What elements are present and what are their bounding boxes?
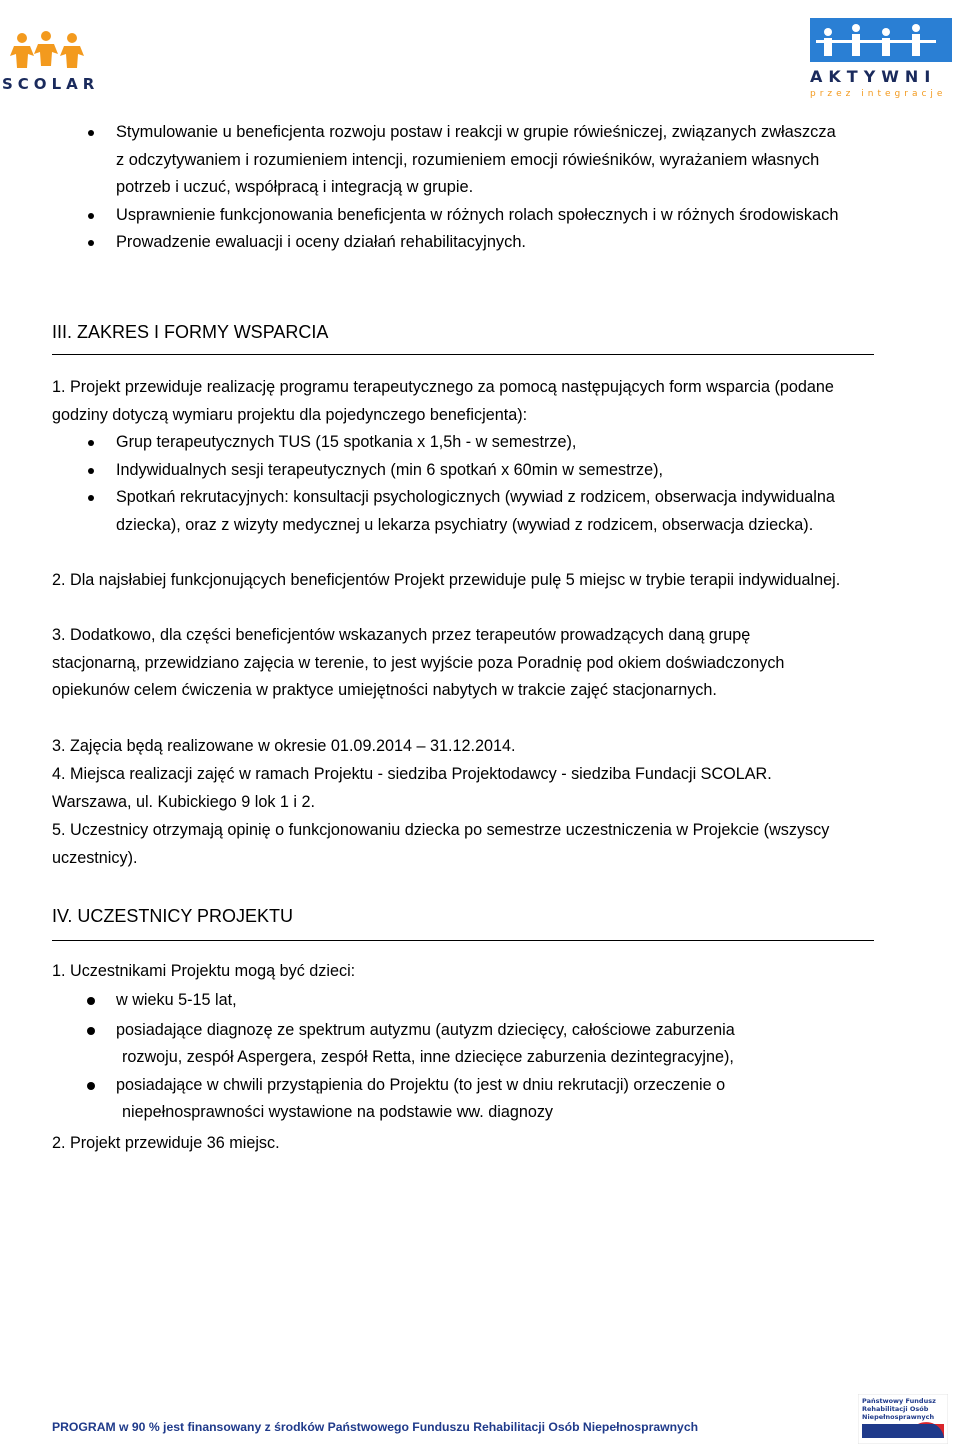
- scolar-logo: [0, 28, 112, 94]
- bullet-icon: [88, 240, 94, 246]
- list-item-text: posiadające diagnozę ze spektrum autyzmu (autyzm dziecięcy, całościowe zaburzenia: [116, 1020, 735, 1039]
- bullet-icon: [88, 213, 94, 219]
- bullet-icon: [87, 1082, 95, 1090]
- bullet-icon: [88, 130, 94, 136]
- list-item-text: niepełnosprawności wystawione na podstawie ww. diagnozy: [122, 1103, 554, 1121]
- bullet-icon: [88, 440, 94, 446]
- list-item-text: Usprawnienie funkcjonowania beneficjenta w różnych rolach społecznych i w różnych środowiskach: [116, 205, 839, 224]
- svg-text:AKTYWNI: AKTYWNI: [810, 67, 937, 86]
- paragraph: 2. Dla najsłabiej funkcjonujących beneficjentów Projekt przewiduje pulę 5 miejsc w trybie terapii indywidualnej.: [52, 571, 841, 589]
- list-item-text: w wieku 5-15 lat,: [116, 991, 237, 1009]
- list-item: [52, 202, 856, 230]
- divider: [52, 354, 874, 355]
- list-item-text: Grup terapeutycznych TUS (15 spotkania x 1,5h - w semestrze),: [116, 433, 577, 451]
- support-forms-list: [52, 429, 874, 539]
- paragraph: 3. Zajęcia będą realizowane w okresie 01.09.2014 – 31.12.2014.: [52, 737, 516, 755]
- list-item: [52, 457, 874, 485]
- participants-list: [52, 987, 874, 1127]
- pfron-logo: [858, 1394, 948, 1444]
- paragraph: 2. Projekt przewiduje 36 miejsc.: [52, 1134, 280, 1152]
- list-item: [52, 429, 874, 457]
- list-item-text: rozwoju, zespół Aspergera, zespół Retta, inne dziecięce zaburzenia dezintegracyjne),: [122, 1048, 734, 1066]
- list-item: [52, 484, 846, 539]
- svg-text:Niepełnosprawnych: Niepełnosprawnych: [862, 1413, 935, 1421]
- paragraph: 1. Uczestnikami Projektu mogą być dzieci:: [52, 962, 356, 980]
- list-item-text: Stymulowanie u beneficjenta rozwoju postaw i reakcji w grupie rówieśniczej, związanych zwłaszcza z odczytywaniem i rozumieniem intencji, rozumieniem emocji rówieśników, wyrażaniem własnych potrzeb i uczuć, współpracą i integracją w grupie.: [116, 123, 836, 196]
- svg-text:Państwowy Fundusz: Państwowy Fundusz: [862, 1397, 936, 1405]
- list-item-text: Spotkań rekrutacyjnych: konsultacji psychologicznych (wywiad z rodzicem, obserwacja indywidualna dziecka), oraz z wizyty medycznej u lekarza psychiatry (wywiad z rodzicem, obserwacja dziecka).: [116, 488, 835, 534]
- list-item: [52, 987, 874, 1015]
- list-item: [52, 1017, 874, 1072]
- list-item-text: Indywidualnych sesji terapeutycznych (min 6 spotkań x 60min w semestrze),: [116, 460, 664, 479]
- bullet-icon: [87, 1027, 95, 1035]
- list-item: [52, 1072, 874, 1127]
- goals-list: [52, 119, 874, 257]
- aktywni-logo: [806, 10, 956, 100]
- divider: [52, 940, 874, 941]
- svg-text:przez integracje: przez integracje: [810, 89, 947, 99]
- section-heading: IV. UCZESTNICY PROJEKTU: [52, 906, 294, 926]
- paragraph: 3. Dodatkowo, dla części beneficjentów wskazanych przez terapeutów prowadzących daną grupę stacjonarną, przewidziano zajęcia w terenie, to jest wyjście poza Poradnię pod okiem doświadczonych opiekunów celem ćwiczenia w praktyce umiejętności nabytych w trakcie zajęć stacjonarnych.: [52, 626, 785, 699]
- svg-text:SCOLAR: SCOLAR: [2, 75, 100, 93]
- section-heading: III. ZAKRES I FORMY WSPARCIA: [52, 322, 329, 342]
- paragraph: 5. Uczestnicy otrzymają opinię o funkcjonowaniu dziecka po semestrze uczestniczenia w Projekcie (wszyscy uczestnicy).: [52, 821, 830, 867]
- bullet-icon: [88, 468, 94, 474]
- list-item-text: posiadające w chwili przystąpienia do Projektu (to jest w dniu rekrutacji) orzeczenie o: [116, 1075, 726, 1094]
- svg-text:Rehabilitacji Osób: Rehabilitacji Osób: [862, 1405, 929, 1413]
- footer-note: PROGRAM w 90 % jest finansowany z środków Państwowego Funduszu Rehabilitacji Osób Niepełnosprawnych: [52, 1420, 699, 1434]
- bullet-icon: [87, 997, 95, 1005]
- bullet-icon: [88, 495, 94, 501]
- paragraph: 4. Miejsca realizacji zajęć w ramach Projektu - siedziba Projektodawcy - siedziba Fundacji SCOLAR. Warszawa, ul. Kubickiego 9 lok 1 i 2.: [52, 765, 772, 811]
- paragraph: 1. Projekt przewiduje realizację programu terapeutycznego za pomocą następujących form wsparcia (podane godziny dotyczą wymiaru projektu dla pojedynczego beneficjenta):: [52, 378, 834, 424]
- list-item: [52, 229, 874, 257]
- list-item-text: Prowadzenie ewaluacji i oceny działań rehabilitacyjnych.: [116, 233, 526, 251]
- list-item: [52, 119, 836, 202]
